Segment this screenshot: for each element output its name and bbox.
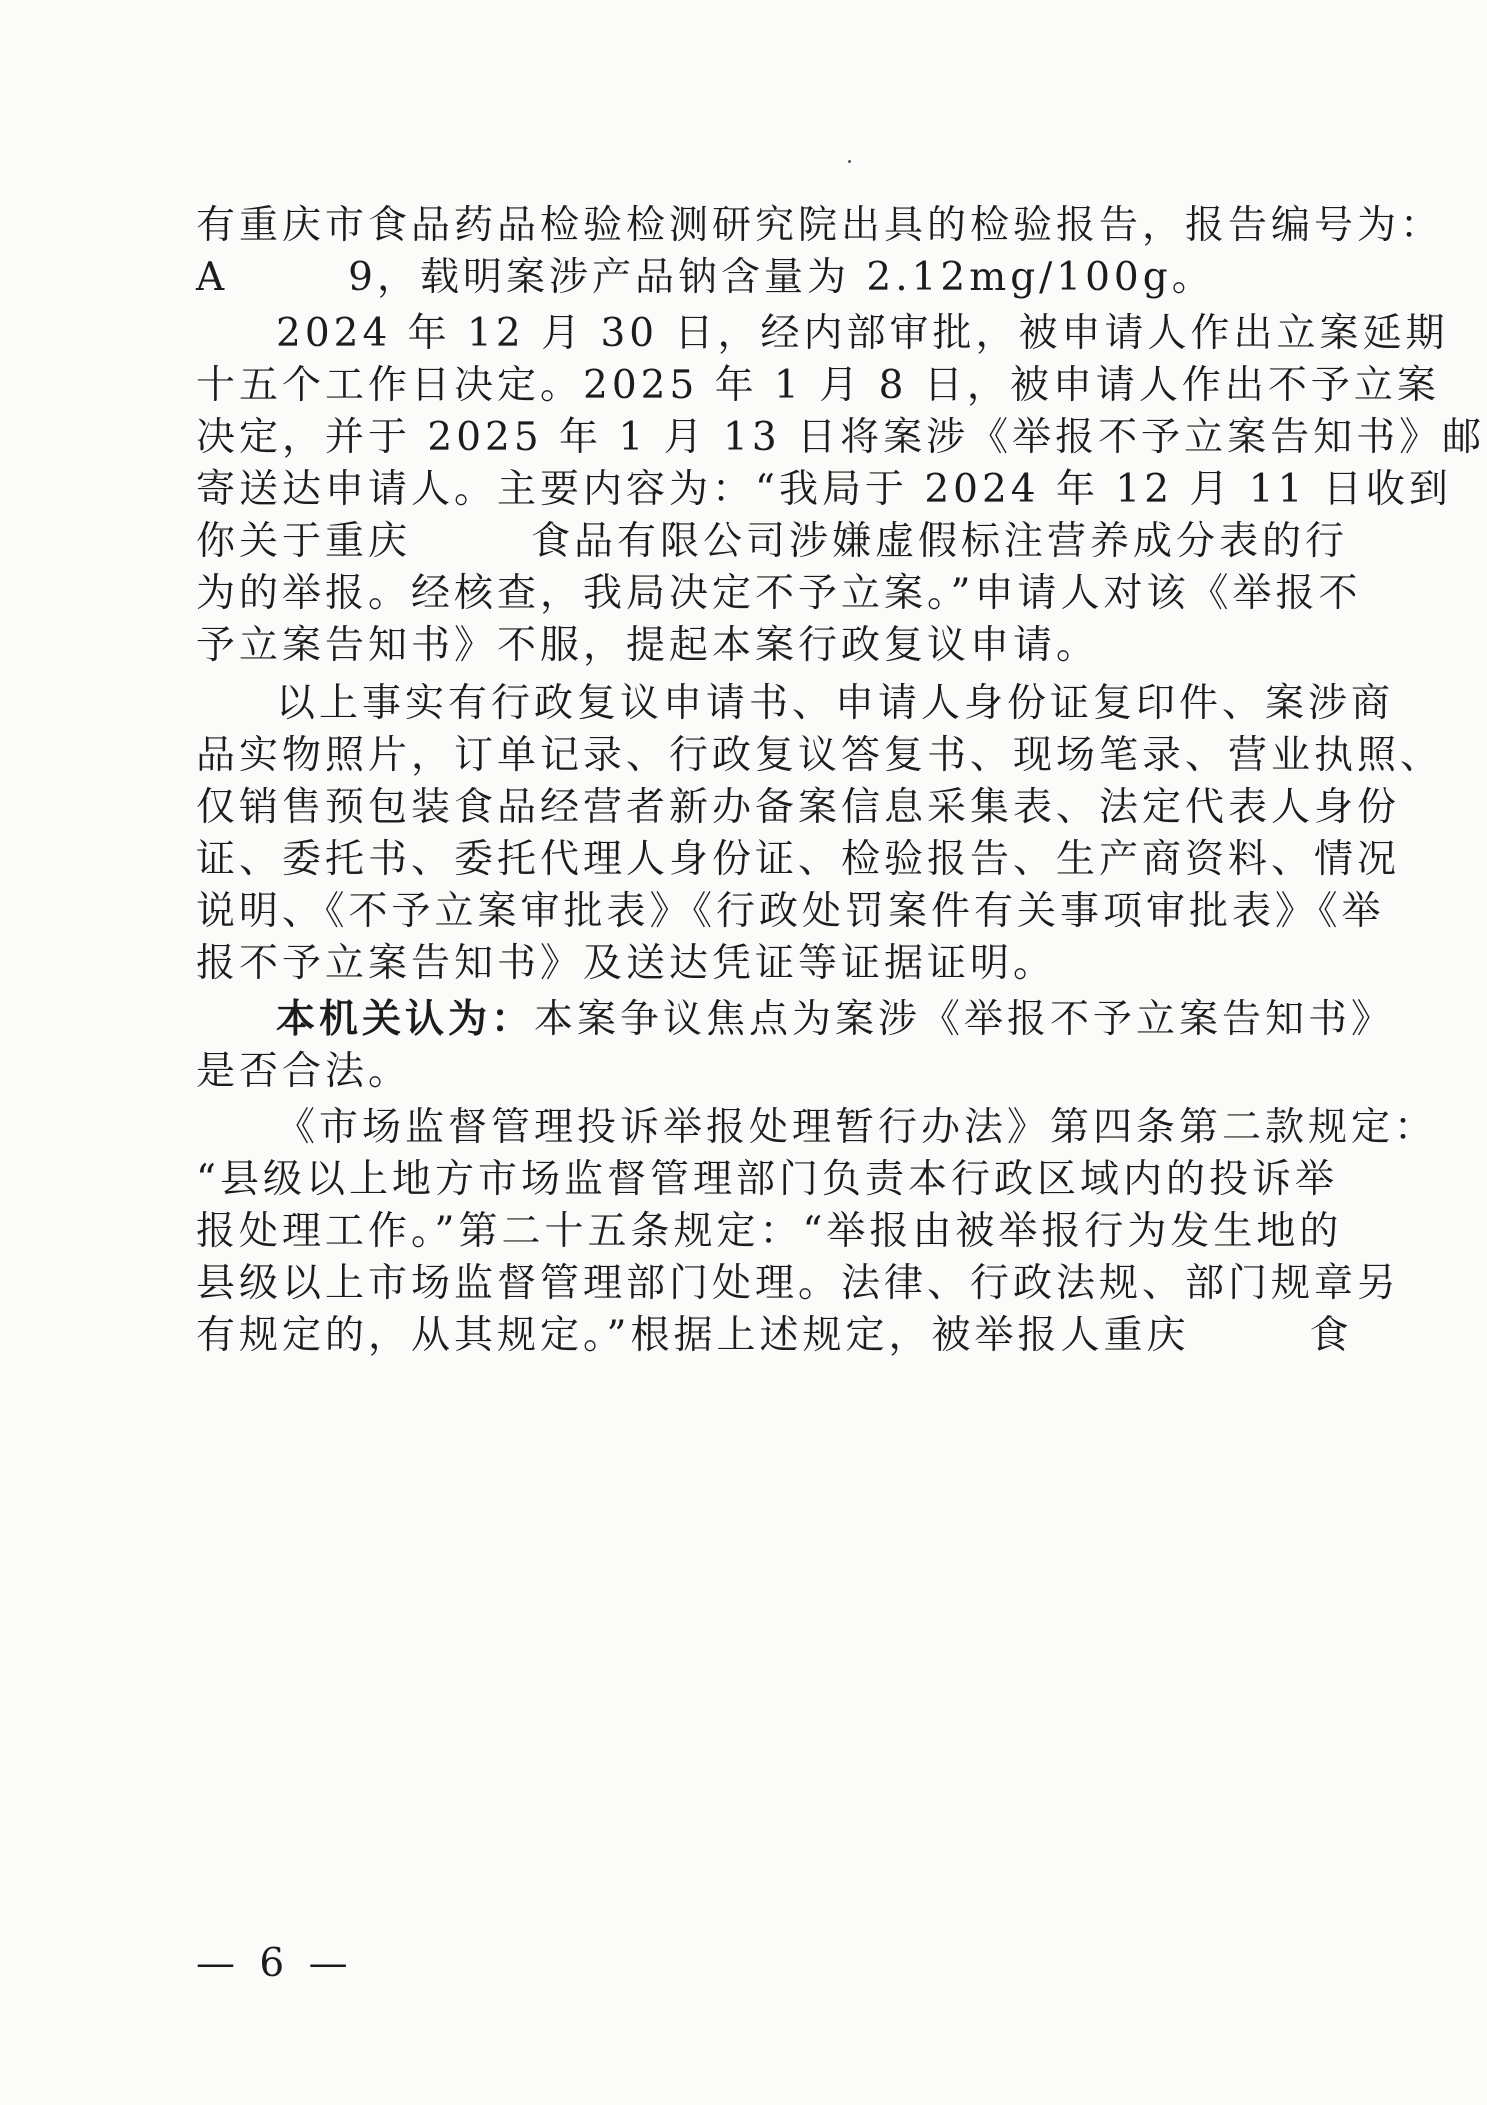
text-segment: 食品有限公司涉嫌虚假标注营养成分表的行 [531, 519, 1349, 564]
text-line: 说明、《不予立案审批表》《行政处罚案件有关事项审批表》《举 [196, 889, 1385, 934]
text-line: 以上事实有行政复议申请书、申请人身份证复印件、案涉商 [276, 681, 1395, 726]
text-line: 报不予立案告知书》及送达凭证等证据证明。 [196, 941, 1057, 986]
text-segment: 你关于重庆 [196, 519, 412, 564]
text-line [196, 248, 1316, 308]
opinion-lead: 本机关认为： [276, 997, 535, 1042]
page-number: — 6 — [196, 1941, 354, 1986]
text-line: 2024 年 12 月 30 日，经内部审批，被申请人作出立案延期 [276, 311, 1449, 356]
text-line: 寄送达申请人。主要内容为：“我局于 2024 年 12 月 11 日收到 [196, 467, 1452, 512]
text-line [196, 512, 1349, 572]
text-line: 有重庆市食品药品检验检测研究院出具的检验报告，报告编号为： [196, 203, 1444, 248]
text-segment: 9，载明案涉产品钠含量为 2.12mg/100g。 [348, 255, 1215, 300]
text-line [276, 990, 1395, 1050]
text-line: 县级以上市场监督管理部门处理。法律、行政法规、部门规章另 [196, 1261, 1401, 1306]
text-line [196, 1306, 1353, 1366]
scan-artifact [848, 160, 851, 163]
text-line: 决定，并于 2025 年 1 月 13 日将案涉《举报不予立案告知书》邮 [196, 415, 1486, 460]
text-line: 是否合法。 [196, 1049, 412, 1094]
text-segment: 有规定的，从其规定。”根据上述规定，被举报人重庆 [196, 1313, 1190, 1358]
text-segment: 食 [1309, 1313, 1353, 1358]
text-segment: 本案争议焦点为案涉《举报不予立案告知书》 [534, 997, 1395, 1042]
text-line: 为的举报。经核查，我局决定不予立案。”申请人对该《举报不 [196, 571, 1362, 616]
report-number-prefix: A [196, 255, 229, 300]
text-line: 证、委托书、委托代理人身份证、检验报告、生产商资料、情况 [196, 837, 1401, 882]
text-line: “县级以上地方市场监督管理部门负责本行政区域内的投诉举 [196, 1157, 1338, 1202]
text-line: 报处理工作。”第二十五条规定：“举报由被举报行为发生地的 [196, 1209, 1343, 1254]
text-line: 予立案告知书》不服，提起本案行政复议申请。 [196, 623, 1100, 668]
text-line: 《市场监督管理投诉举报处理暂行办法》第四条第二款规定： [276, 1105, 1438, 1150]
text-line: 十五个工作日决定。2025 年 1 月 8 日，被申请人作出不予立案 [196, 363, 1440, 408]
text-line: 品实物照片，订单记录、行政复议答复书、现场笔录、营业执照、 [196, 733, 1444, 778]
text-line: 仅销售预包装食品经营者新办备案信息采集表、法定代表人身份 [196, 785, 1401, 830]
